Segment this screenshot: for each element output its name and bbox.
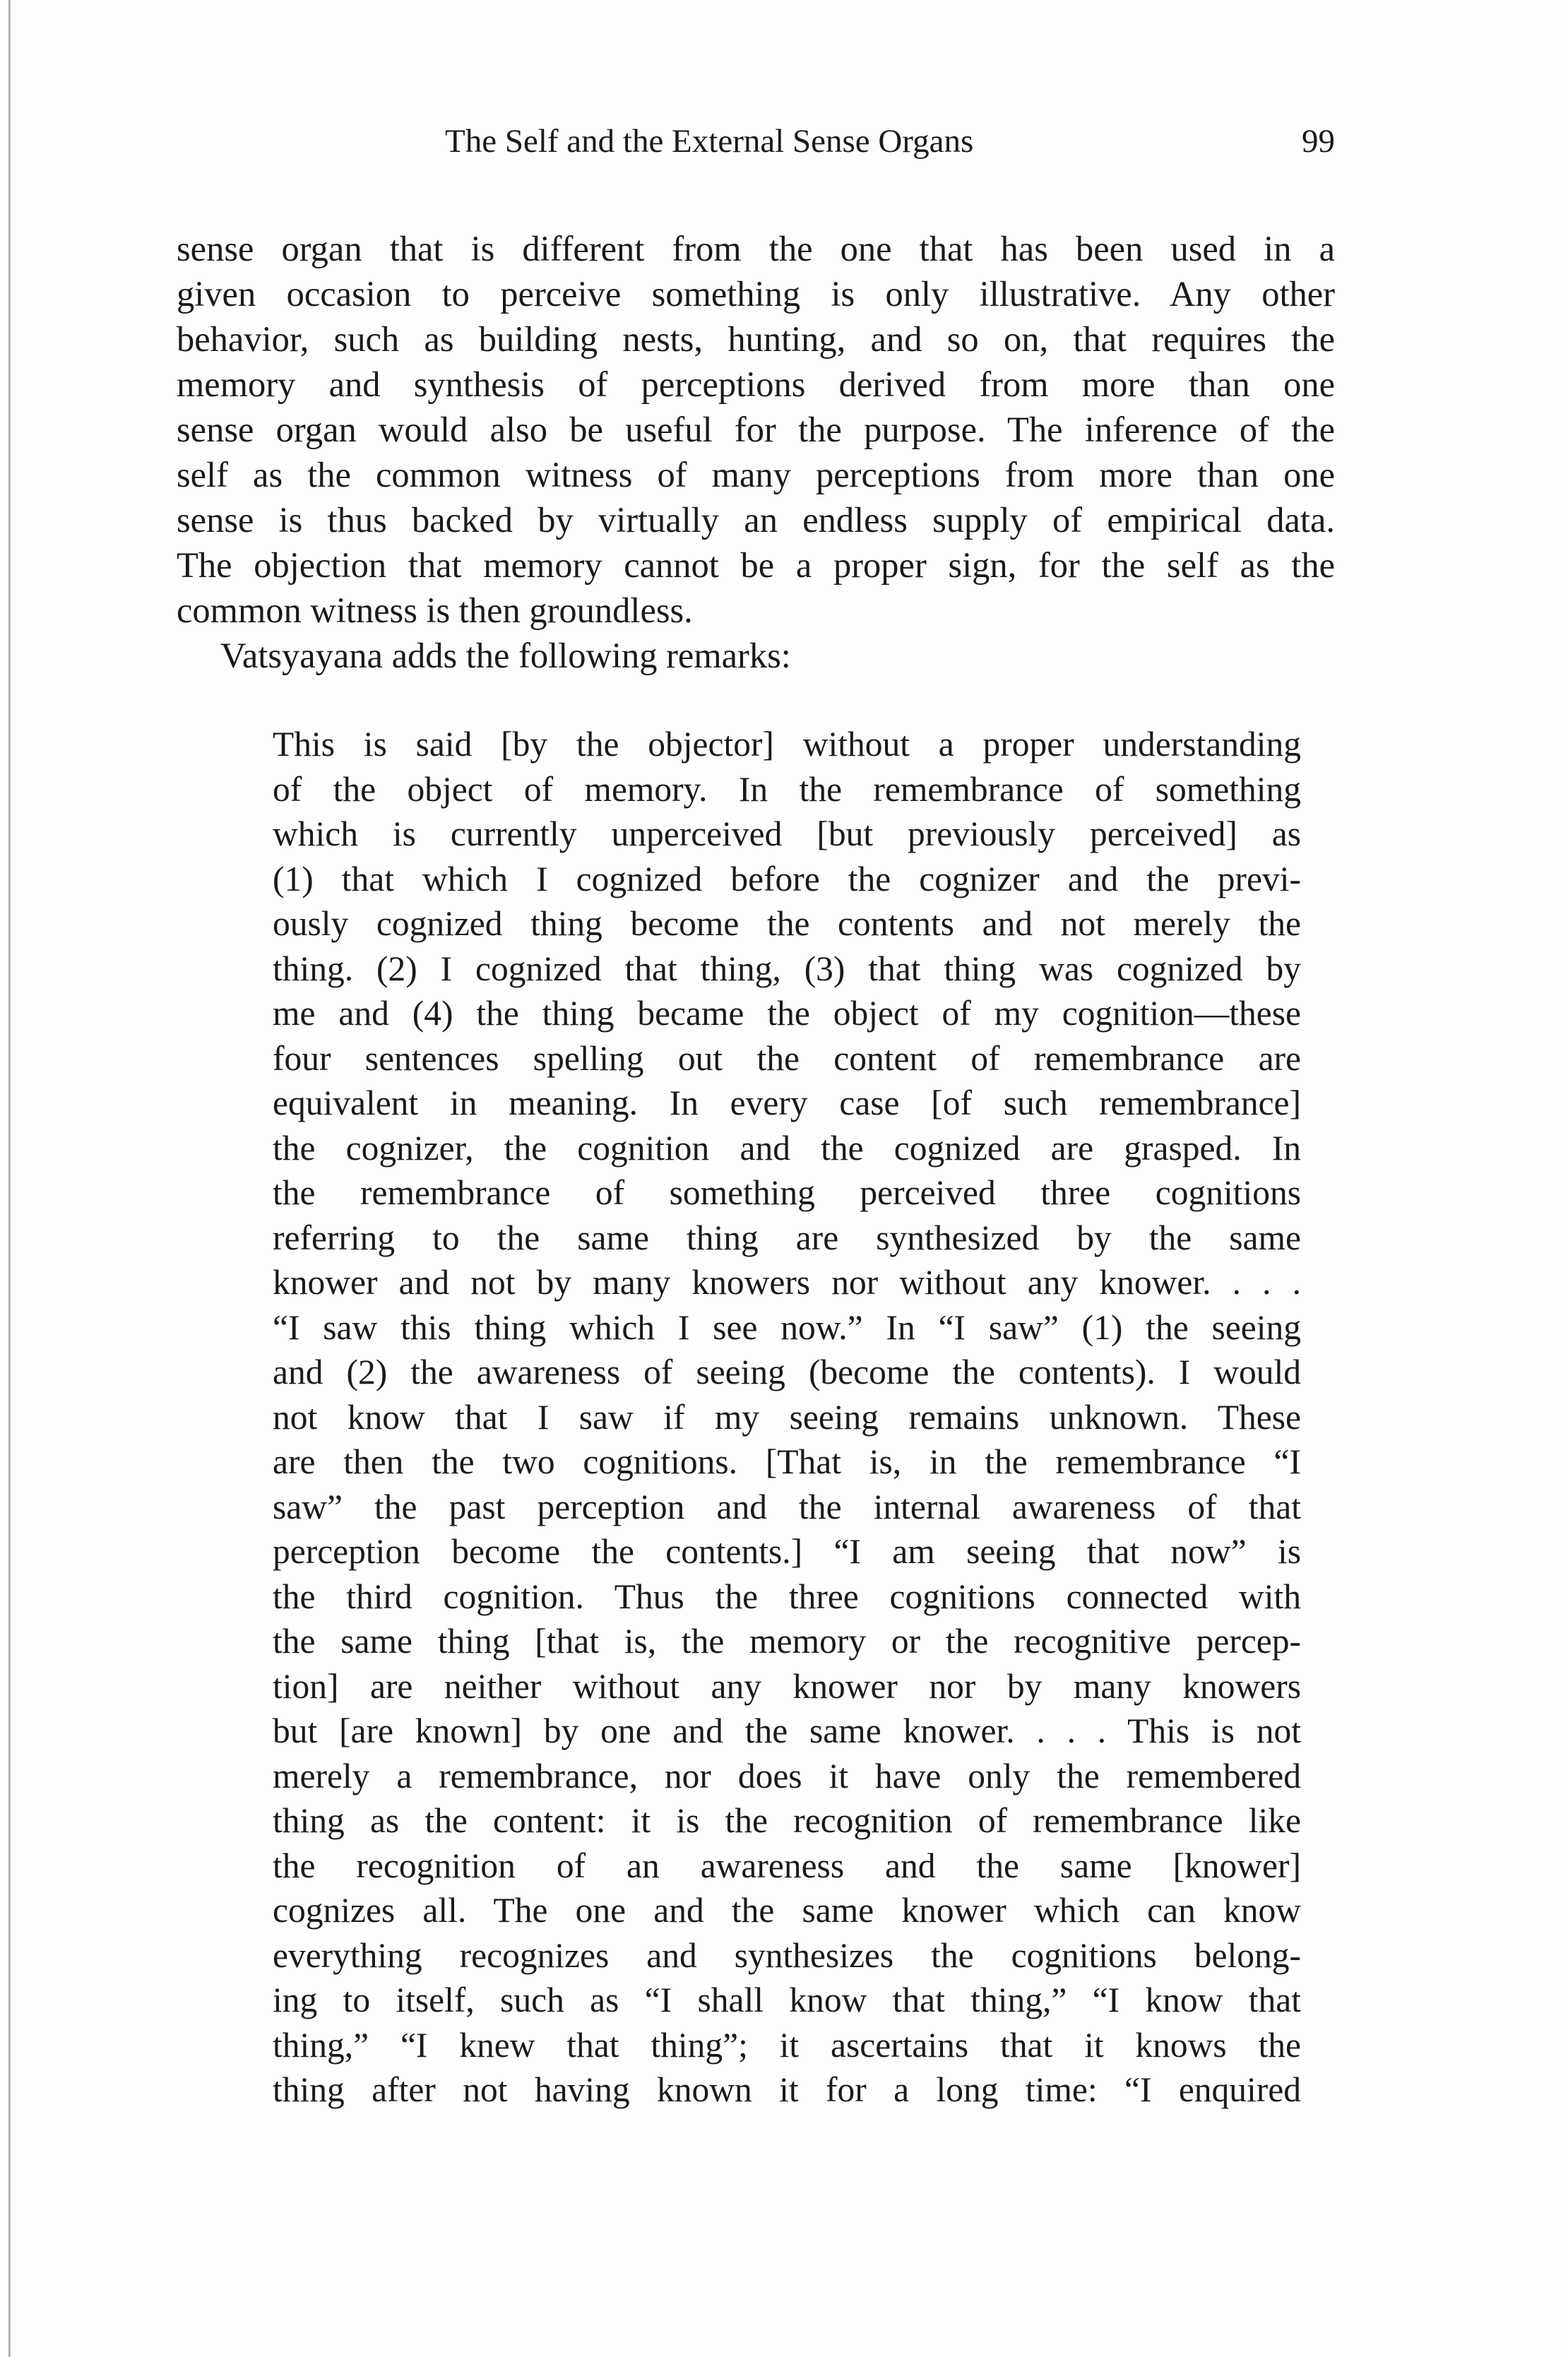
quote-line: are then the two cognitions. [That is, in the remembrance “I <box>273 1442 1301 1481</box>
quote-line: ously cognized thing become the contents and not merely the <box>273 904 1301 943</box>
quote-line: tion] are neither without any knower nor by many knowers <box>273 1666 1301 1706</box>
paragraph-line: behavior, such as building nests, hunting, and so on, that requires the <box>177 319 1335 359</box>
paragraph-line: sense is thus backed by virtually an endless supply of empirical data. <box>177 500 1335 540</box>
quote-line: and (2) the awareness of seeing (become the contents). I would <box>273 1353 1301 1391</box>
paragraph-line: sense organ would also be useful for the purpose. The inference of the <box>177 410 1335 449</box>
quote-line: but [are known] by one and the same knower. . . . This is not <box>273 1711 1301 1750</box>
page-number: 99 <box>1302 123 1335 160</box>
body-paragraph <box>177 226 1335 678</box>
quote-intro-line: Vatsyayana adds the following remarks: <box>220 636 791 675</box>
quote-line: ing to itself, such as “I shall know that thing,” “I know that <box>273 1981 1301 2019</box>
quote-line: “I saw this thing which I see now.” In “I saw” (1) the seeing <box>273 1307 1301 1347</box>
quote-line: thing. (2) I cognized that thing, (3) that thing was cognized by <box>273 949 1301 988</box>
quote-line: thing as the content: it is the recognition of remembrance like <box>273 1801 1301 1840</box>
quote-line: the same thing [that is, the memory or the recognitive percep- <box>273 1622 1301 1661</box>
quote-line: not know that I saw if my seeing remains unknown. These <box>273 1397 1301 1437</box>
quote-line: the cognizer, the cognition and the cognized are grasped. In <box>273 1128 1301 1168</box>
quote-line: thing after not having known it for a long time: “I enquired <box>273 2070 1301 2109</box>
quote-line: thing,” “I knew that thing”; it ascertains that it knows the <box>273 2025 1301 2065</box>
quote-line: me and (4) the thing became the object of my cognition—these <box>273 994 1301 1033</box>
quote-line: cognizes all. The one and the same knower which can know <box>273 1891 1301 1930</box>
paragraph-line: memory and synthesis of perceptions derived from more than one <box>177 364 1335 404</box>
quote-line: the recognition of an awareness and the same [knower] <box>273 1846 1301 1885</box>
binding-edge <box>8 0 11 2357</box>
running-head-title: The Self and the External Sense Organs <box>445 123 974 160</box>
quote-line: saw” the past perception and the internal awareness of that <box>273 1487 1301 1526</box>
quote-line: four sentences spelling out the content of remembrance are <box>273 1038 1301 1078</box>
quote-line: knower and not by many knowers nor without any knower. . . . <box>273 1263 1301 1302</box>
quote-line: merely a remembrance, nor does it have only the remembered <box>273 1756 1301 1795</box>
quote-line: of the object of memory. In the remembrance of something <box>273 769 1301 809</box>
paragraph-line: sense organ that is different from the one that has been used in a <box>177 229 1335 268</box>
running-head <box>177 120 1335 162</box>
quote-line: equivalent in meaning. In every case [of such remembrance] <box>273 1083 1301 1122</box>
quote-line: (1) that which I cognized before the cognizer and the previ- <box>273 859 1301 898</box>
paragraph-line: given occasion to perceive something is only illustrative. Any other <box>177 274 1335 314</box>
quote-line: the remembrance of something perceived three cognitions <box>273 1173 1301 1212</box>
quote-line: referring to the same thing are synthesized by the same <box>273 1218 1301 1257</box>
quote-line: the third cognition. Thus the three cognitions connected with <box>273 1577 1301 1616</box>
paragraph-line: self as the common witness of many perceptions from more than one <box>177 455 1335 494</box>
quote-line: which is currently unperceived [but previously perceived] as <box>273 814 1301 853</box>
block-quote <box>273 722 1301 2113</box>
quote-line: everything recognizes and synthesizes the cognitions belong- <box>273 1935 1301 1975</box>
quote-line: perception become the contents.] “I am seeing that now” is <box>273 1532 1301 1571</box>
paragraph-line: The objection that memory cannot be a proper sign, for the self as the <box>177 545 1335 585</box>
quote-line: This is said [by the objector] without a proper understanding <box>273 725 1301 764</box>
paragraph-line: common witness is then groundless. <box>177 590 693 630</box>
